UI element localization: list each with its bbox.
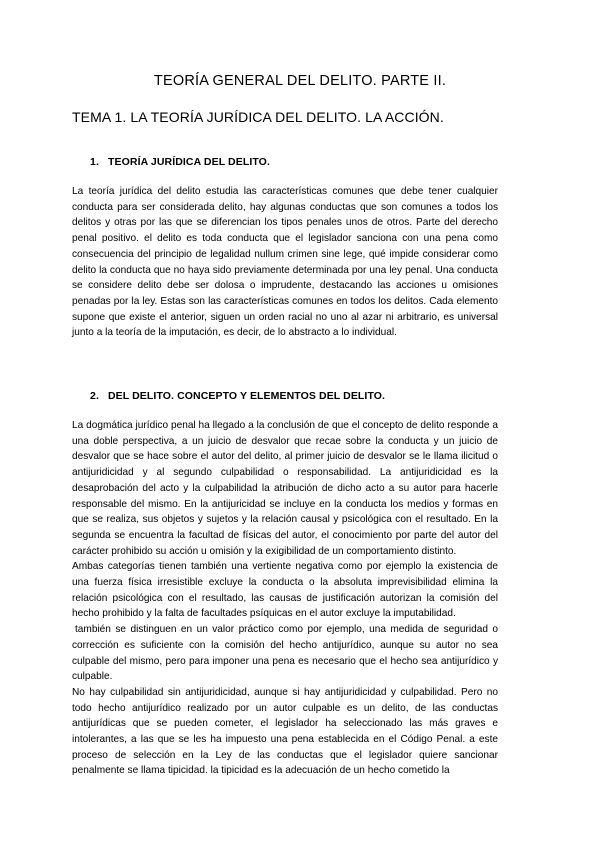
section-1-body bbox=[72, 184, 498, 341]
paragraph: La dogmática jurídico penal ha llegado a la conclusión de que el concepto de delito responde a una doble perspectiva, a un juicio de desvalor que recae sobre la conducta y un juicio de desvalor que se hace sobre el autor del delito, al primer juicio de desvalor se le llama ilicitud o antijuridicidad y al segundo culpabilidad o responsabilidad. La antijuridicidad es la desaprobación del acto y la culpabilidad la atribución de dicho acto a su autor para hacerle responsable del mismo. En la antijuricidad se incluye en la conducta los medios y formas en que se realiza, sus objetos y sujetos y la relación causal y psicológica con el resultado. En la segunda se encuentra la facultad de físicas del autor, el conocimiento por parte del autor del carácter prohibido su acción u omisión y la exigibilidad de un comportamiento distinto. bbox=[72, 420, 498, 557]
section-number: 2. bbox=[90, 390, 99, 402]
paragraph: No hay culpabilidad sin antijuridicidad, aunque si hay antijuridicidad y culpabilidad. Pero no todo hecho antijurídico realizado por un autor culpable es un delito, de las conductas antijurídicas que se pueden cometer, el legislador ha seleccionado las más graves e intolerantes, a las que se les ha impuesto una pena establecida en el Código Penal. a este proceso de selección en la Ley de las conductas que el legislador quiere sancionar penalmente se llama tipicidad. la tipicidad es la adecuación de un hecho cometido la bbox=[72, 686, 498, 777]
section-heading-2 bbox=[90, 389, 385, 403]
section-title: TEORÍA JURÍDICA DEL DELITO. bbox=[108, 156, 270, 168]
section-number: 1. bbox=[90, 156, 99, 168]
section-title: DEL DELITO. CONCEPTO Y ELEMENTOS DEL DELITO. bbox=[108, 390, 386, 402]
tema-heading: TEMA 1. LA TEORÍA JURÍDICA DEL DELITO. LA ACCIÓN. bbox=[72, 109, 444, 125]
paragraph: Ambas categorías tienen también una vertiente negativa como por ejemplo la existencia de una fuerza física irresistible excluye la conducta o la absoluta imprevisibilidad elimina la relación psicológica con el resultado, las causas de justificación autorizan la comisión del hecho prohibido y la falta de facultades psíquicas en el autor excluye la imputabilidad. bbox=[72, 561, 498, 620]
paragraph: también se distinguen en un valor práctico como por ejemplo, una medida de seguridad o corrección es suficiente con la comisión del hecho antijurídico, aunque su autor no sea culpable del mismo, pero para imponer una pena es necesario que el hecho sea antijurídico y culpable. bbox=[72, 624, 498, 683]
document-title: TEORÍA GENERAL DEL DELITO. PARTE II. bbox=[153, 73, 447, 89]
paragraph: La teoría jurídica del delito estudia las características comunes que debe tener cualquier conducta para ser considerada delito, hay algunas conductas que son comunes a todos los delitos y otras por las que se diferencian los tipos penales unos de otros. Parte del derecho penal positivo. el delito es toda conducta que el legislador sanciona con una pena como consecuencia del principio de legalidad nullum crimen sine lege, qué impide considerar como delito la conducta que no haya sido previamente determinada por una ley penal. Una conducta se considere delito debe ser dolosa o imprudente, destacando las acciones u omisiones penadas por la ley. Estas son las características comunes en todos los delitos. Cada elemento supone que existe el anterior, siguen un orden racial no uno al azar ni arbitrario, es universal junto a la teoría de la imputación, es decir, de lo abstracto a lo individual. bbox=[72, 186, 498, 339]
section-2-body bbox=[72, 418, 498, 779]
section-heading-1 bbox=[90, 155, 270, 169]
